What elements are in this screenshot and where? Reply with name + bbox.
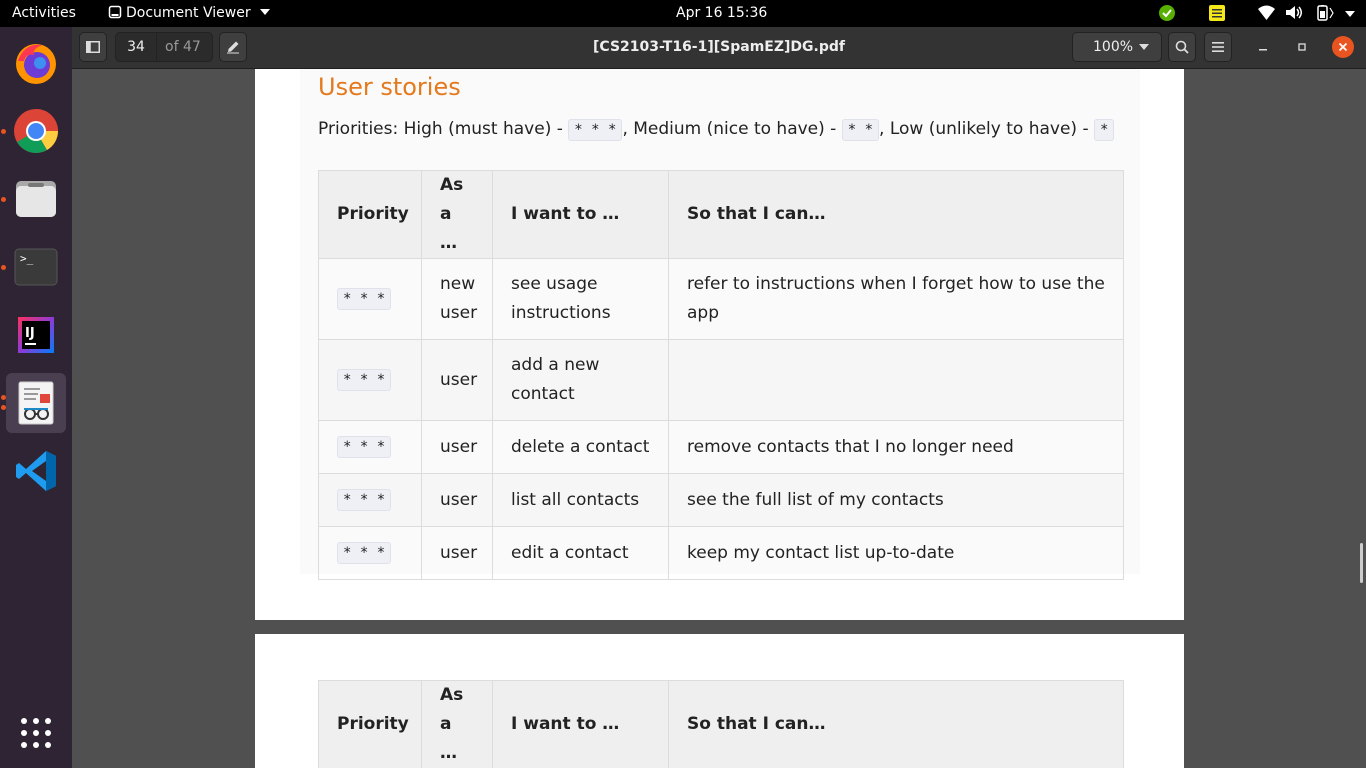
priority-code: * * * (337, 369, 391, 391)
activities-button[interactable]: Activities (12, 5, 76, 21)
vscode-launcher[interactable] (6, 441, 66, 501)
chevron-down-icon (1139, 44, 1149, 50)
search-icon (1175, 40, 1189, 54)
priority-cell (319, 340, 422, 421)
priority-code: * * * (337, 489, 391, 511)
app-menu-label: Document Viewer (126, 5, 251, 21)
document-title: [CS2103-T16-1][SpamEZ]DG.pdf (593, 39, 845, 55)
as-a-cell: user (422, 421, 493, 474)
table-row (319, 259, 1124, 340)
maximize-button[interactable] (1291, 36, 1313, 58)
table-header-row (319, 171, 1124, 259)
pdf-page (255, 634, 1184, 768)
svg-text:>_: >_ (20, 252, 34, 265)
show-applications-button[interactable] (6, 703, 66, 763)
priority-cell (319, 421, 422, 474)
document-view[interactable] (72, 69, 1366, 768)
document-viewer-launcher[interactable] (6, 373, 66, 433)
search-button[interactable] (1168, 32, 1196, 62)
system-menu-chevron-icon[interactable] (1345, 5, 1355, 21)
running-indicator (1, 197, 6, 202)
minimize-icon (1258, 42, 1268, 52)
chevron-down-icon (260, 9, 270, 15)
column-header-as-a: As a … (422, 171, 493, 259)
running-indicator (1, 395, 6, 400)
files-icon (14, 179, 58, 219)
vscode-icon (14, 449, 58, 493)
close-icon (1338, 42, 1348, 52)
zoom-selector[interactable] (1072, 32, 1162, 62)
priority-code: * * * (337, 542, 391, 564)
files-launcher[interactable] (6, 169, 66, 229)
app-menu[interactable] (108, 5, 270, 21)
scrollbar-indicator[interactable] (1360, 543, 1363, 583)
so-that-cell: keep my contact list up-to-date (669, 527, 1124, 580)
document-viewer-app-icon (16, 381, 56, 425)
restore-icon (1297, 42, 1307, 52)
column-header-want: I want to … (493, 681, 669, 768)
so-that-cell: see the full list of my contacts (669, 474, 1124, 527)
firefox-icon (12, 39, 60, 87)
battery-icon[interactable] (1313, 5, 1335, 25)
top-bar (0, 0, 1366, 27)
as-a-cell: user (422, 474, 493, 527)
sidebar-toggle-button[interactable] (79, 32, 107, 62)
want-cell: list all contacts (493, 474, 669, 527)
user-stories-table (318, 170, 1124, 580)
intellij-icon (18, 317, 54, 353)
table-row (319, 474, 1124, 527)
priority-medium-code: * * (842, 119, 879, 141)
priority-low-text: , Low (unlikely to have) - (879, 119, 1094, 139)
page-number-input[interactable]: 34 (127, 39, 145, 55)
section-heading: User stories (318, 73, 461, 101)
hamburger-icon (1212, 42, 1224, 52)
so-that-cell: remove contacts that I no longer need (669, 421, 1124, 474)
priority-medium-text: , Medium (nice to have) - (622, 119, 842, 139)
running-indicator (1, 265, 6, 270)
want-cell: see usage instructions (493, 259, 669, 340)
wifi-icon[interactable] (1258, 5, 1275, 24)
column-header-as-a: As a … (422, 681, 493, 768)
dock (0, 27, 72, 768)
priorities-line (318, 119, 1114, 139)
pdf-page (255, 69, 1184, 620)
close-button[interactable] (1332, 36, 1354, 58)
svg-text:IJ: IJ (25, 326, 35, 341)
page-selector[interactable] (115, 32, 213, 62)
as-a-cell: new user (422, 259, 493, 340)
priority-cell (319, 527, 422, 580)
pencil-icon (226, 40, 240, 54)
want-cell: edit a contact (493, 527, 669, 580)
app-grid-icon (20, 717, 52, 749)
annotate-button[interactable] (219, 32, 247, 62)
table-row (319, 421, 1124, 474)
priority-high-code: * * * (568, 119, 622, 141)
user-stories-table-continued (318, 680, 1124, 768)
table-header-row (319, 681, 1124, 768)
terminal-launcher[interactable] (6, 237, 66, 297)
header-bar (72, 27, 1366, 69)
clock[interactable]: Apr 16 15:36 (676, 5, 768, 21)
column-header-so-that: So that I can… (669, 171, 1124, 259)
priority-high-text: Priorities: High (must have) - (318, 119, 569, 139)
zoom-level: 100% (1093, 39, 1134, 55)
update-indicator-icon[interactable] (1159, 5, 1175, 25)
menu-button[interactable] (1204, 32, 1232, 62)
priority-code: * * * (337, 436, 391, 458)
priority-cell (319, 474, 422, 527)
want-cell: delete a contact (493, 421, 669, 474)
column-header-want: I want to … (493, 171, 669, 259)
column-header-priority: Priority (319, 681, 422, 768)
minimize-button[interactable] (1252, 36, 1274, 58)
firefox-launcher[interactable] (6, 33, 66, 93)
column-header-priority: Priority (319, 171, 422, 259)
column-header-so-that: So that I can… (669, 681, 1124, 768)
want-cell: add a new contact (493, 340, 669, 421)
chrome-icon (13, 108, 59, 154)
running-indicator (1, 129, 6, 134)
priority-cell (319, 259, 422, 340)
priority-low-code: * (1094, 119, 1114, 141)
notes-indicator-icon[interactable] (1209, 5, 1225, 25)
table-row (319, 527, 1124, 580)
table-row (319, 340, 1124, 421)
so-that-cell (669, 340, 1124, 421)
priority-code: * * * (337, 288, 391, 310)
sidebar-icon (86, 41, 100, 53)
volume-icon[interactable] (1286, 5, 1303, 24)
so-that-cell: refer to instructions when I forget how to use the app (669, 259, 1124, 340)
page-total-label: of 47 (165, 39, 201, 55)
intellij-launcher[interactable] (6, 305, 66, 365)
as-a-cell: user (422, 527, 493, 580)
as-a-cell: user (422, 340, 493, 421)
document-viewer-icon (108, 5, 122, 19)
running-indicator (1, 405, 6, 410)
terminal-icon (14, 248, 58, 286)
chrome-launcher[interactable] (6, 101, 66, 161)
